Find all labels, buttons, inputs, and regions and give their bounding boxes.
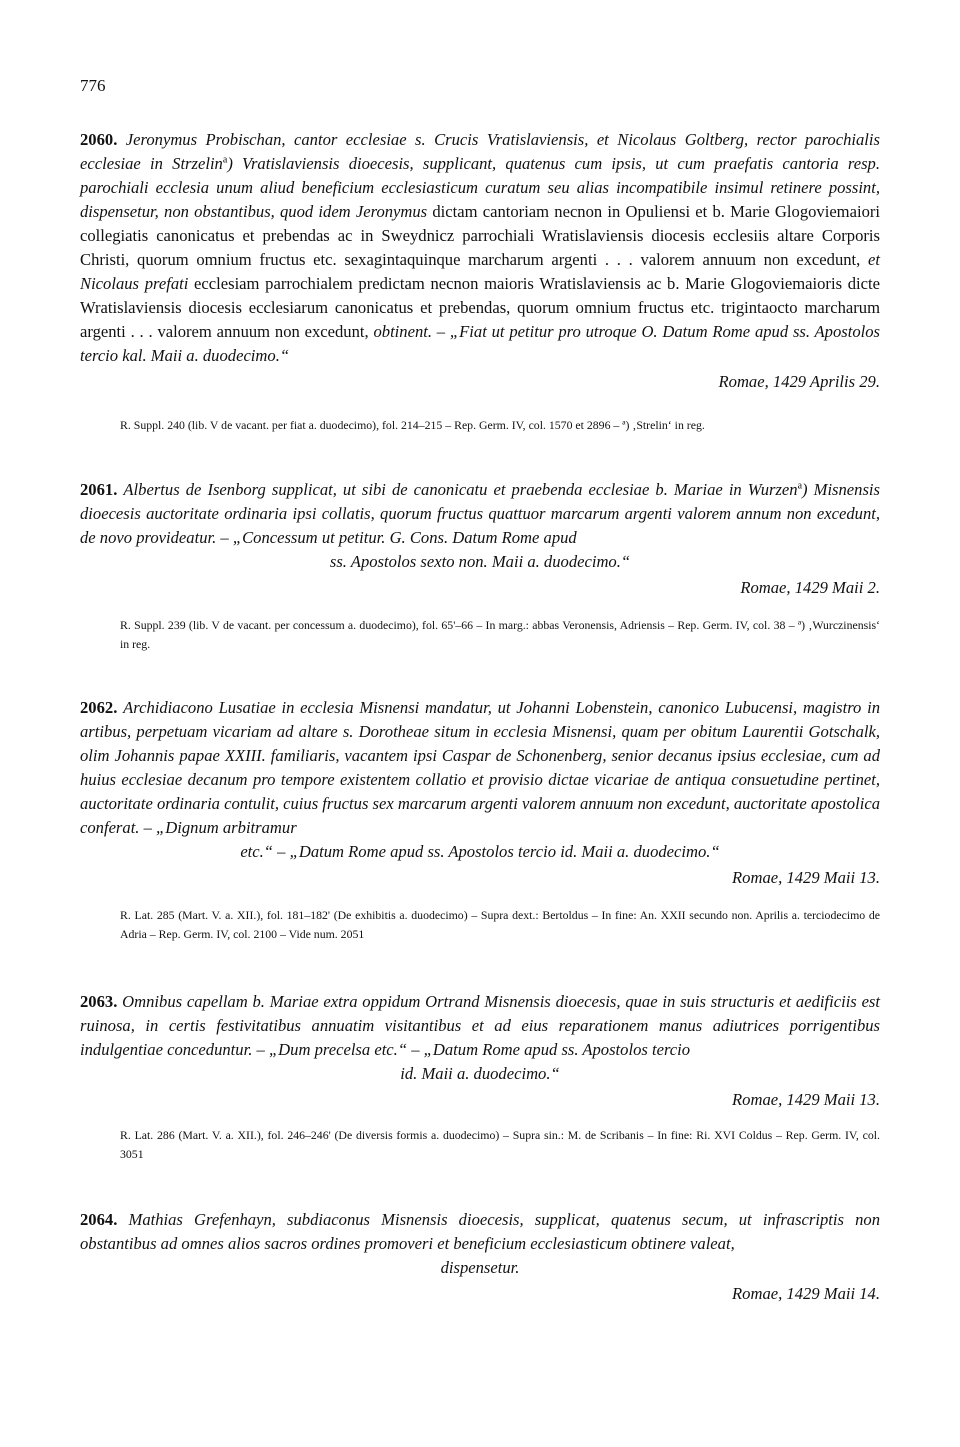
entry-number: 2062.	[80, 698, 118, 717]
entry-2062	[80, 696, 880, 890]
dateline: Romae, 1429 Aprilis 29.	[718, 372, 880, 391]
regest-text: Albertus de Isenborg supplicat, ut sibi de canonicatu et praebenda ecclesiae b. Mariae in Wurzen	[123, 480, 798, 499]
source-note-2060	[80, 416, 880, 435]
source-note-2062	[80, 906, 880, 944]
entry-body	[80, 990, 880, 1062]
page-number: 776	[80, 76, 106, 95]
footnote-mark: a	[797, 480, 803, 492]
dateline: Romae, 1429 Maii 2.	[740, 578, 880, 597]
dateline: Romae, 1429 Maii 13.	[732, 868, 880, 887]
centered-line: id. Maii a. duodecimo.“	[400, 1064, 560, 1083]
centered-line: ss. Apostolos sexto non. Maii a. duodecimo.“	[329, 552, 631, 571]
entry-body	[80, 478, 880, 550]
footnote-mark: a	[222, 154, 228, 166]
entry-2063	[80, 990, 880, 1112]
entry-number: 2060.	[80, 130, 118, 149]
dateline: Romae, 1429 Maii 13.	[732, 1090, 880, 1109]
entry-number: 2064.	[80, 1210, 118, 1229]
quoted-text: dictam cantoriam necnon in Opuliensi et b. Marie Glogoviemaiori collegiatis canonicatus et prebendas ac in Sweydnicz parrochiali Wratislaviensis diocesis ecclesiis altare Corporis Christi, quorum omnium fructus etc. sexagintaquinque marcharum argenti . . . valorem annuum non excedunt,	[80, 202, 880, 269]
entry-number: 2063.	[80, 992, 118, 1011]
regest-text: Mathias Grefenhayn, subdiaconus Misnensis dioecesis, supplicat, quatenus secum, ut infrascriptis non obstantibus ad omnes alios sacros ordines promoveri et beneficium ecclesiasticum obtinere valeat,	[80, 1210, 880, 1253]
source-note-2061	[80, 616, 880, 654]
entry-body	[80, 128, 880, 368]
entry-body	[80, 1208, 880, 1256]
source-text: R. Suppl. 239 (lib. V de vacant. per concessum a. duodecimo), fol. 65'–66 – In marg.: abbas Veronensis, Adriensis – Rep. Germ. IV, col. 38 – ª) ‚Wurczinensis‘ in reg.	[120, 618, 880, 651]
source-text: R. Lat. 286 (Mart. V. a. XII.), fol. 246–246' (De diversis formis a. duodecimo) – Supra sin.: M. de Scribanis – In fine: Ri. XVI Coldus – Rep. Germ. IV, col. 3051	[120, 1128, 880, 1161]
regest-text-cont: et Nicolaus prefati	[80, 250, 880, 293]
quoted-text: ecclesiam parrochialem predictam necnon maioris Wratislaviensis ac b. Marie Glogoviemaioris dicte Wratislaviensis diocesis ecclesiarum canonicatus et prebendas, quorum omnium fructus etc. trigintaocto marcharum argenti . . . valorem annuum non excedunt,	[80, 274, 880, 341]
source-text: R. Suppl. 240 (lib. V de vacant. per fiat a. duodecimo), fol. 214–215 – Rep. Germ. IV, col. 1570 et 2896 – ª) ‚Strelin‘ in reg.	[120, 418, 705, 432]
regest-text-cont: ) Misnensis dioecesis auctoritate ordinaria ipsi collatis, quorum fructus quattuor marcarum argenti valorem annum non excedunt, de novo provideatur. – „Concessum ut petitur. G. Cons. Datum Rome apud	[80, 480, 880, 547]
dateline: Romae, 1429 Maii 14.	[732, 1284, 880, 1303]
regest-text: Jeronymus Probischan, cantor ecclesiae s. Crucis Vratislaviensis, et Nicolaus Goltberg, rector parochialis ecclesiae in Strzelin	[80, 130, 880, 173]
entry-2061	[80, 478, 880, 600]
entry-number: 2061.	[80, 480, 118, 499]
centered-line: etc.“ – „Datum Rome apud ss. Apostolos tercio id. Maii a. duodecimo.“	[240, 842, 720, 861]
source-text: R. Lat. 285 (Mart. V. a. XII.), fol. 181–182' (De exhibitis a. duodecimo) – Supra dext.: Bertoldus – In fine: An. XXII secundo non. Aprilis a. terciodecimo de Adria – Rep. Germ. IV, col. 2100 – Vide num. 2051	[120, 908, 880, 941]
source-note-2063	[80, 1126, 880, 1164]
regest-text-cont: ) Vratislaviensis dioecesis, supplicant, quatenus cum ipsis, ut cum praefatis cantoria resp. parochiali ecclesia unum aliud beneficium ecclesiasticum curatum seu alias incompatibile insimul retinere possint, dispensetur, non obstantibus, quod idem Jeronymus	[80, 154, 880, 221]
regest-text-cont: obtinent. – „Fiat ut petitur pro utroque O. Datum Rome apud ss. Apostolos tercio kal. Maii a. duodecimo.“	[80, 322, 880, 365]
entry-body	[80, 696, 880, 840]
entry-2060	[80, 128, 880, 394]
regest-text: Archidiacono Lusatiae in ecclesia Misnensi mandatur, ut Johanni Lobenstein, canonico Lubucensi, magistro in artibus, perpetuam vicariam ad altare s. Dorotheae situm in ecclesia Misnensi, quam per obitum Laurentii Gotschalk, olim Johannis papae XXIII. familiaris, vacantem ipsi Caspar de Schonenberg, senior decanus ipsius ecclesiae, cum ad huius ecclesiae decanum pro tempore existentem collatio et provisio dictae vicariae de antiqua consuetudine pertinet, auctoritate ordinaria contulit, cuius fructus sex marcarum argenti valorem annuum non excedunt, auctoritate apostolica conferat. – „Dignum arbitramur	[80, 698, 880, 837]
centered-line: dispensetur.	[440, 1258, 520, 1277]
regest-text: Omnibus capellam b. Mariae extra oppidum Ortrand Misnensis dioecesis, quae in suis structuris et aedificiis est ruinosa, in certis festivitatibus annuatim visitantibus et ad eius reparationem manus adiutrices porrigentibus indulgentiae conceduntur. – „Dum precelsa etc.“ – „Datum Rome apud ss. Apostolos tercio	[80, 992, 880, 1059]
entry-2064	[80, 1208, 880, 1306]
